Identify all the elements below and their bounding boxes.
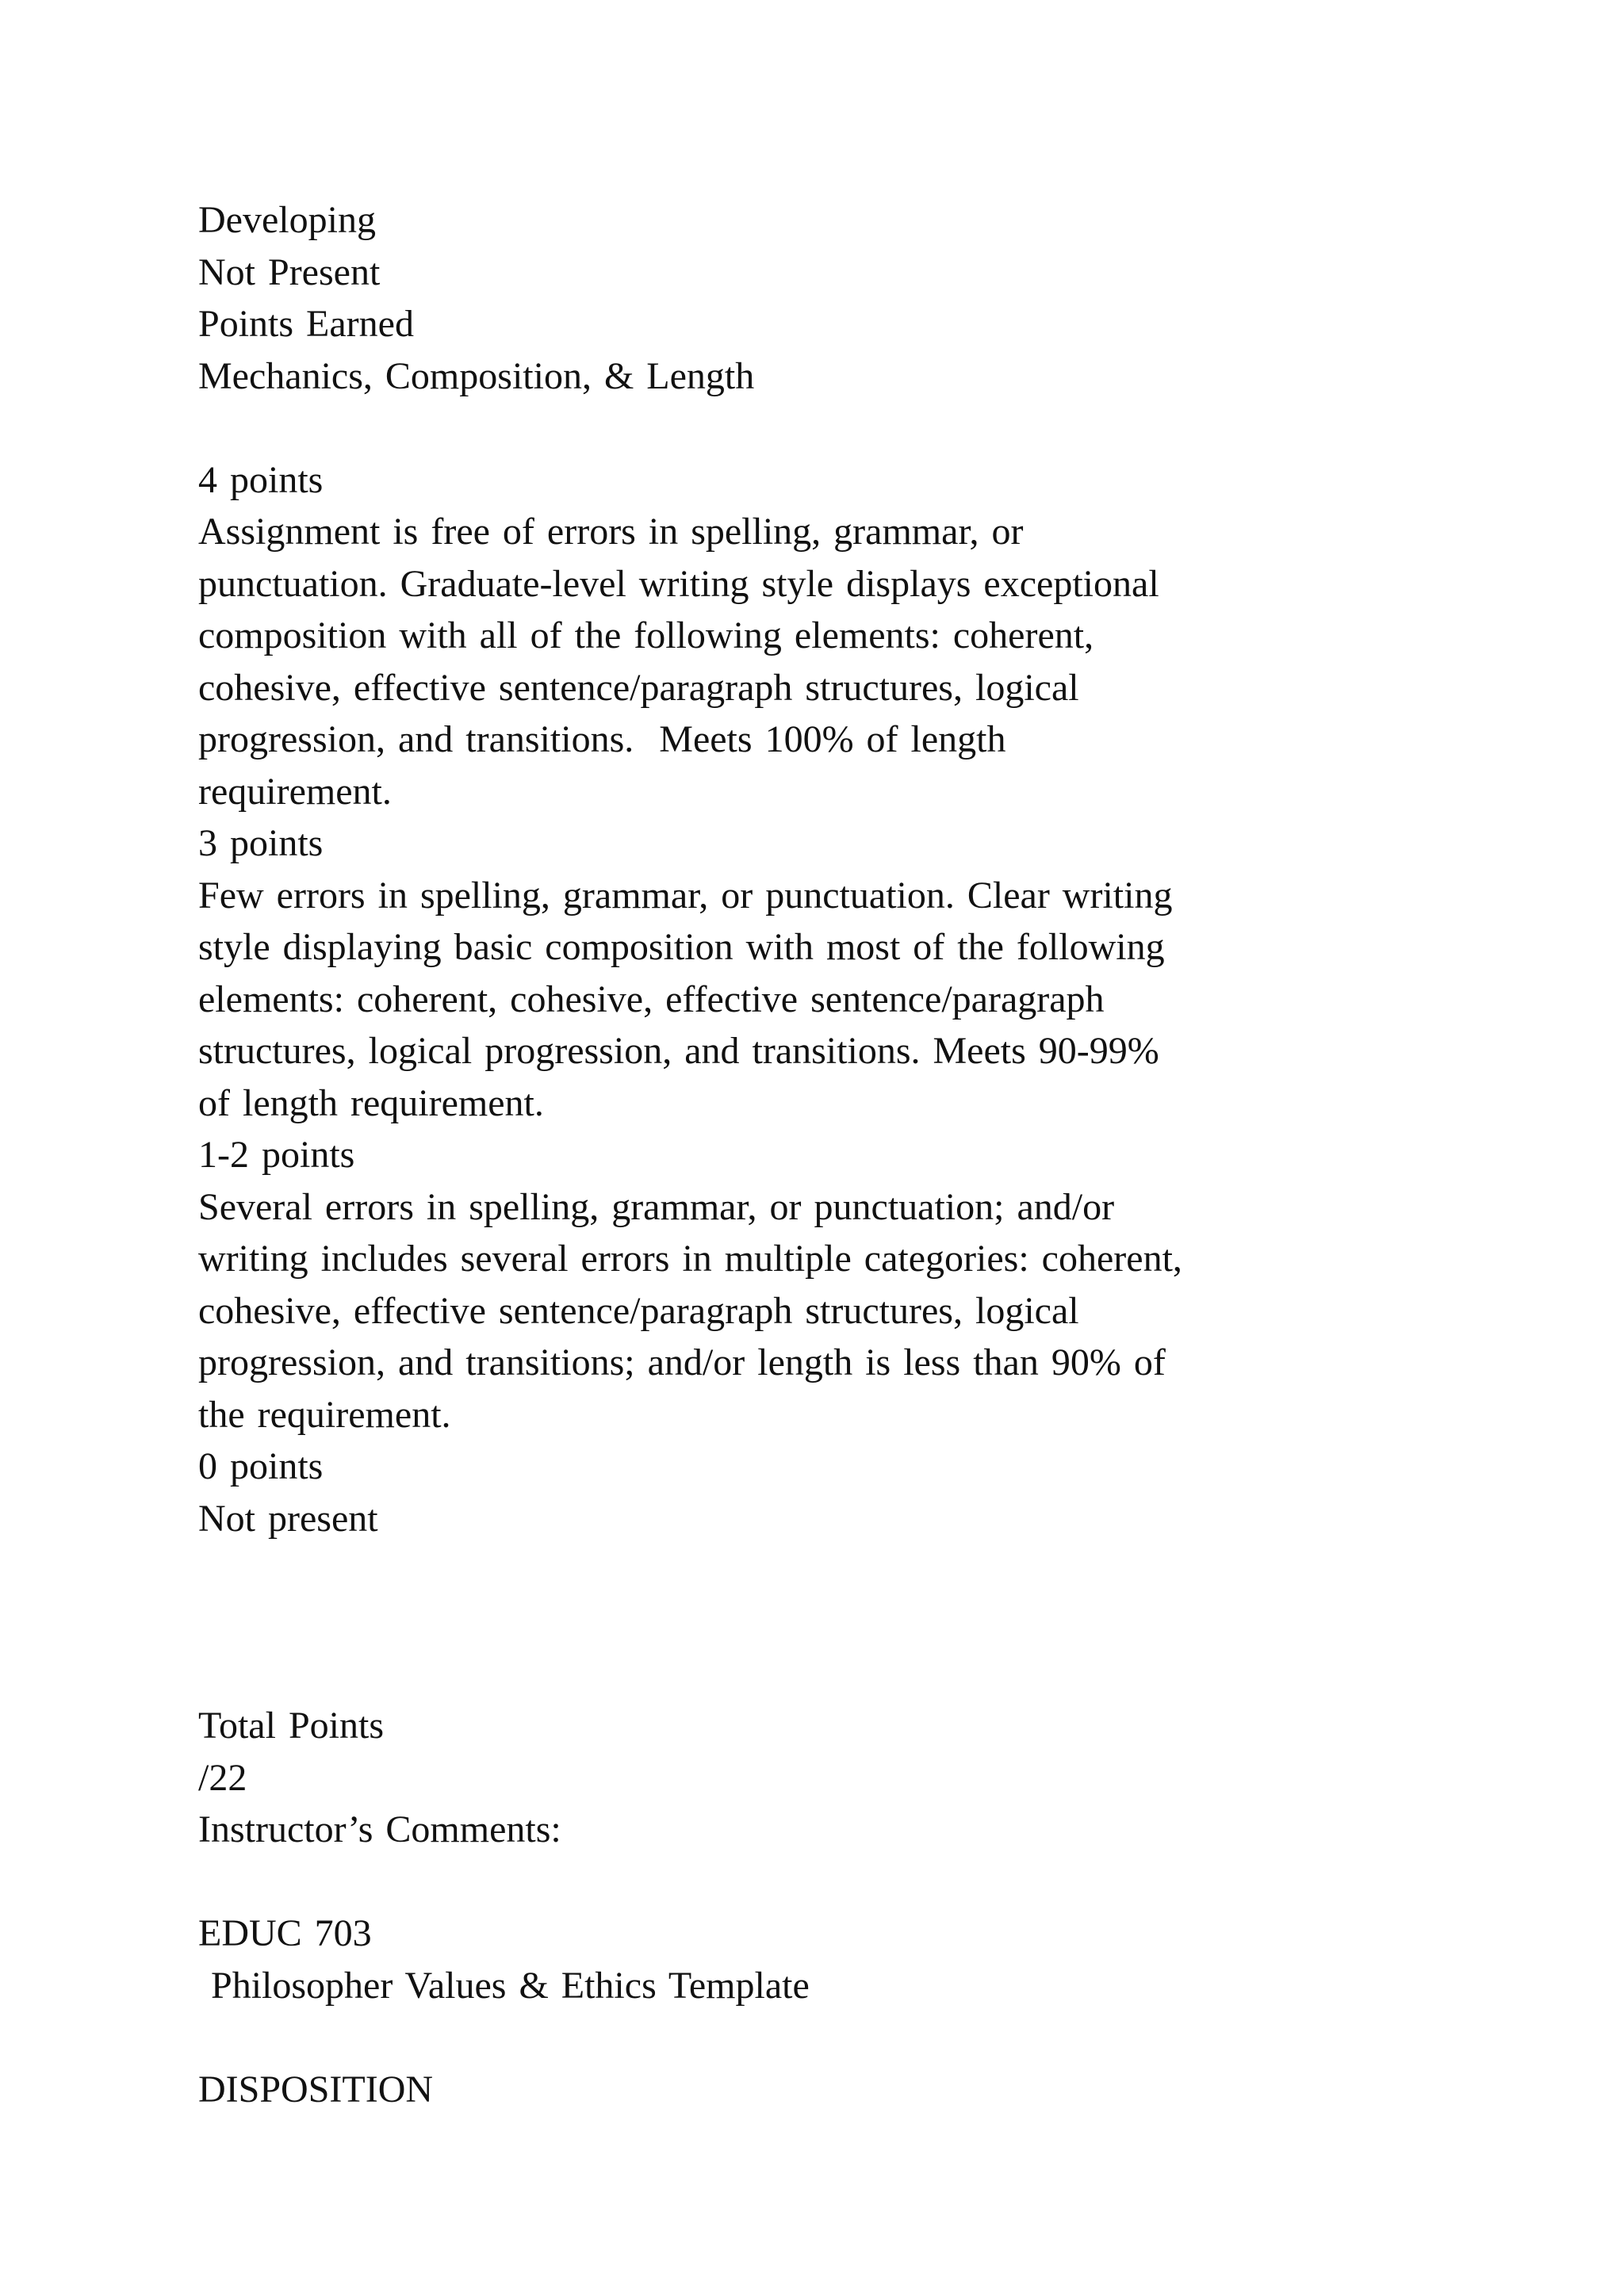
- criterion-text-line: Assignment is free of errors in spelling, grammar, or: [198, 511, 1024, 553]
- criterion-text-line: progression, and transitions. Meets 100% of length: [198, 718, 1006, 760]
- criterion-text-line: structures, logical progression, and transitions. Meets 90-99%: [198, 1030, 1159, 1072]
- criterion-text-line: requirement.: [198, 770, 392, 813]
- blank-line: [198, 402, 1435, 454]
- course-code: EDUC 703: [198, 1912, 372, 1954]
- criterion-text-line: writing includes several errors in multiple categories: coherent,: [198, 1238, 1182, 1280]
- instructor-comments-label: Instructor’s Comments:: [198, 1808, 561, 1850]
- blank-gap: [198, 1544, 1435, 1700]
- criterion-text-line: style displaying basic composition with most of the following: [198, 926, 1165, 968]
- criterion-text-line: Not present: [198, 1497, 378, 1540]
- criterion-text-line: of length requirement.: [198, 1081, 544, 1124]
- template-title: Philosopher Values & Ethics Template: [198, 1964, 810, 2007]
- criterion-text-line: punctuation. Graduate-level writing style displays exceptional: [198, 562, 1159, 605]
- criterion-points-1-2: 1-2 points: [198, 1134, 355, 1176]
- section-heading: DISPOSITION: [198, 2068, 434, 2110]
- criterion-text-line: elements: coherent, cohesive, effective sentence/paragraph: [198, 978, 1105, 1020]
- blank-line: [198, 2011, 1435, 2064]
- document-page: [198, 194, 1435, 2115]
- criterion-text-line: progression, and transitions; and/or length is less than 90% of: [198, 1341, 1166, 1383]
- criterion-text-line: Several errors in spelling, grammar, or punctuation; and/or: [198, 1185, 1115, 1228]
- criterion-text-line: cohesive, effective sentence/paragraph structures, logical: [198, 1289, 1079, 1332]
- criterion-points-3: 3 points: [198, 822, 324, 864]
- criterion-text-line: Few errors in spelling, grammar, or punctuation. Clear writing: [198, 874, 1173, 916]
- column-heading-not-present: Not Present: [198, 251, 381, 293]
- criterion-text-line: composition with all of the following elements: coherent,: [198, 614, 1094, 656]
- total-points-label: Total Points: [198, 1705, 384, 1747]
- criterion-text-line: cohesive, effective sentence/paragraph structures, logical: [198, 666, 1079, 709]
- criterion-text-line: the requirement.: [198, 1393, 451, 1436]
- total-points-value: /22: [198, 1756, 247, 1799]
- column-heading-developing: Developing: [198, 199, 376, 241]
- criterion-title: Mechanics, Composition, & Length: [198, 354, 755, 397]
- blank-line: [198, 1856, 1435, 1908]
- criterion-points-4: 4 points: [198, 458, 324, 501]
- column-heading-points-earned: Points Earned: [198, 303, 414, 345]
- criterion-points-0: 0 points: [198, 1445, 324, 1487]
